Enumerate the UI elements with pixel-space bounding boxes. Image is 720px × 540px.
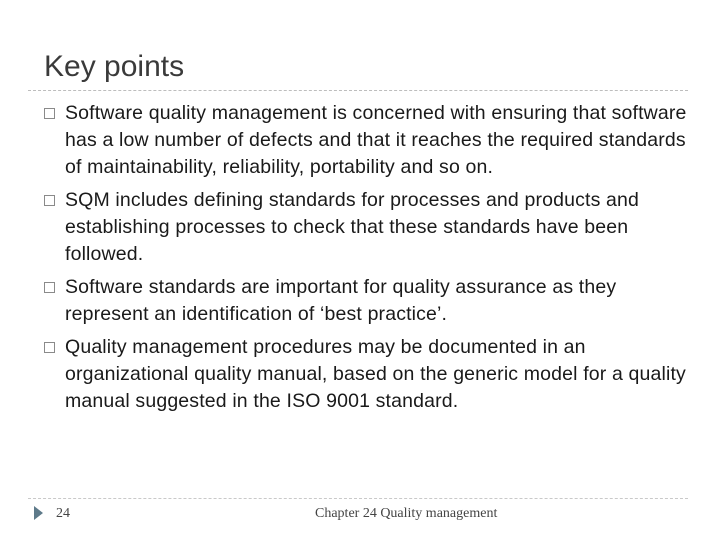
title-divider bbox=[28, 90, 688, 91]
bullet-box-icon bbox=[44, 195, 55, 206]
triangle-marker-icon bbox=[34, 506, 43, 520]
bullet-text: SQM includes defining standards for processes and products and establishing processes to check that these standards have been followed. bbox=[65, 189, 640, 265]
bullet-text: Software quality management is concerned with ensuring that software has a low number of defects and that it reaches the required standards of maintainability, reliability, portability and so on. bbox=[65, 102, 687, 178]
bullet-box-icon bbox=[44, 282, 55, 293]
bullet-box-icon bbox=[44, 108, 55, 119]
bullet-text: Software standards are important for quality assurance as they represent an identification of ‘best practice’. bbox=[65, 276, 617, 325]
footer-divider bbox=[28, 498, 688, 499]
bullet-box-icon bbox=[44, 342, 55, 353]
footer-chapter-title: Chapter 24 Quality management bbox=[315, 506, 498, 521]
key-points-list bbox=[44, 100, 694, 421]
bullet-item bbox=[44, 187, 694, 268]
bullet-item bbox=[44, 100, 694, 181]
bullet-text: Quality management procedures may be documented in an organizational quality manual, based on the generic model for a quality manual suggested in the ISO 9001 standard. bbox=[65, 336, 686, 412]
bullet-item bbox=[44, 274, 694, 328]
slide-title: Key points bbox=[44, 50, 185, 83]
page-number: 24 bbox=[56, 506, 70, 521]
bullet-item bbox=[44, 334, 694, 415]
